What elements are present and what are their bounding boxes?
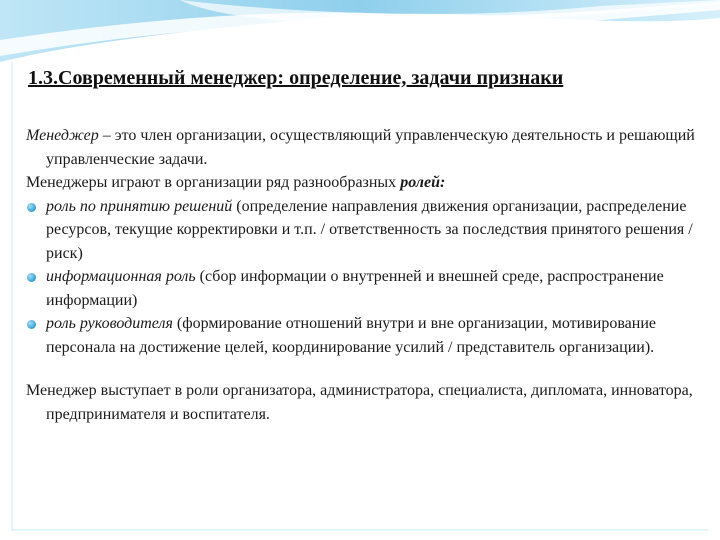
bullet-text: (определение направления движения организации, распределение ресурсов, текущие корректировки и т.п. / ответственность за последствия принятого решения / риск): [46, 197, 693, 262]
bullet-icon: [27, 273, 36, 282]
slide-body: [26, 124, 696, 426]
roles-word: ролей:: [400, 174, 446, 191]
bullet-term: роль по принятию решений: [46, 197, 233, 215]
definition-paragraph: [26, 124, 696, 171]
bullet-term: роль руководителя: [46, 315, 173, 332]
slide-title: 1.3.Современный менеджер: определение, задачи признаки: [28, 67, 564, 89]
roles-intro-paragraph: [26, 171, 696, 195]
definition-term: Менеджер: [26, 127, 99, 144]
definition-text: – это член организации, осуществляющий управленческую деятельность и решающий управленческие задачи.: [46, 127, 695, 168]
closing-paragraph: Менеджер выступает в роли организатора, администратора, специалиста, дипломата, инноватора, предпринимателя и воспитателя.: [26, 382, 693, 423]
bullet-text: (сбор информации о внутренней и внешней среде, распространение информации): [46, 268, 664, 309]
bullet-term: информационная роль: [46, 268, 196, 285]
bullet-item: [26, 195, 696, 266]
bullet-item: [26, 312, 696, 359]
bullet-item: [26, 265, 696, 312]
roles-intro-text: Менеджеры играют в организации ряд разнообразных: [26, 174, 401, 191]
bullet-text: (формирование отношений внутри и вне организации, мотивирование персонала на достижение целей, координирование усилий / представитель организации).: [46, 315, 656, 356]
bullet-icon: [27, 320, 36, 329]
spacer: [26, 359, 696, 379]
bullet-icon: [27, 203, 36, 212]
